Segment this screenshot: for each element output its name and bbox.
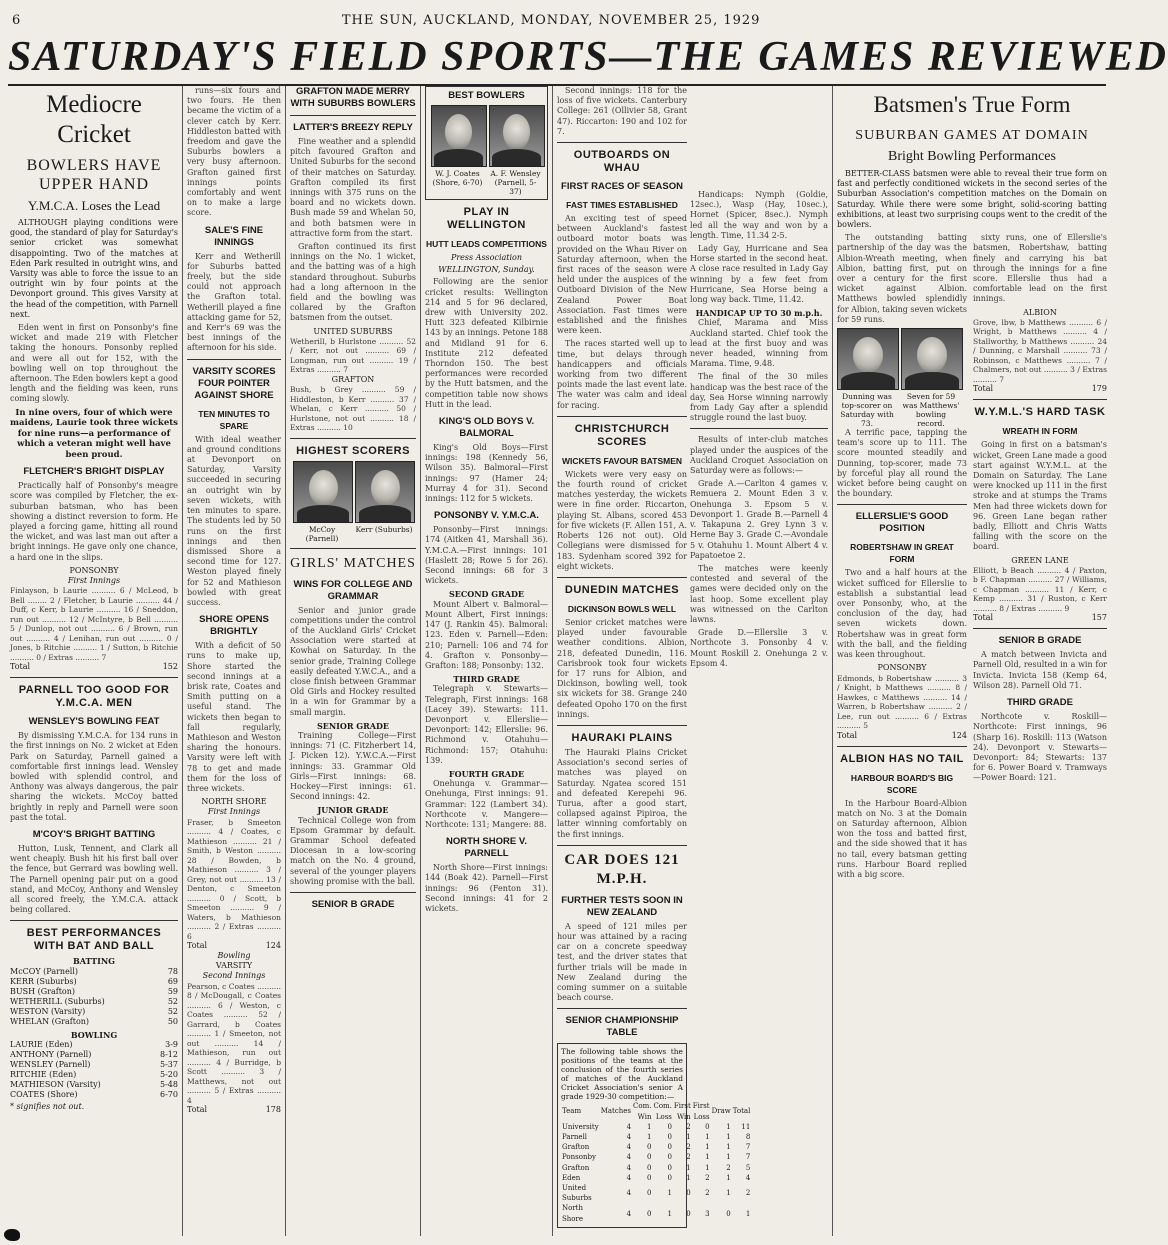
team-heading-ponsonby: PONSONBY — [877, 663, 927, 673]
batting-row: WHELAN (Grafton) 50 — [10, 1016, 178, 1026]
bowling-row: ANTHONY (Parnell) 8-12 — [10, 1049, 178, 1059]
column-6: Batsmen's True Form SUBURBAN GAMES AT DOMAIN Bright Bowling Performances BETTER-CLASS batsmen were able to reveal their true form on fast and perfectly conditioned wickets in the second series of the Suburban Association's competition matches on the Domain on Saturday. While there were some bright, solid-scoring batting exhibitions, at least two surprising coups went to the credit of the bowlers. The outstanding batting partnership of the day was the Albion-Wreath meeting, when Albion, batting first, put on over a century for the first wicket against Albion. Matthews bowled splendidly for Albion, taking seven wickets for 59 runs. Dunning was top-scorer on Saturday with 73. Seven for 59 was Matthews' bowling record. A terrific pace, tapping the team's score up to 111. The score mounted steadily and Dunning, top-scorer, made 73 by forceful play all round the wicket before being caught on the boundary. ELLERSLIE'S GOOD POSITION ROBERTSHAW IN GREAT FORM Two and a half hours at the wicket sufficed for Ellerslie to establish a substantial lead over Ponsonby, who, at the conclusion of the day, had seven wickets down. Robertshaw was in great form with the ball, and the fielding was keen throughout. PONSONBY Edmonds, b Robertshaw .......... 3 / Knight, b Matthews .......... 8 / Hawkes, c Matthews .......... 14 / Warren, b Robertshaw .......... 2 / Lee, run out .......... 6 / Extras .......... 5 Total 124 ALBION HAS NO TAIL HARBOUR BOARD'S BIG SCORE In the Harbour Board-Albion match on No. 3 at the Domain on Saturday afternoon, Albion won the toss and batted first, and the side showed that it has no tail, every batsman getting runs. Harbour Board replied with a big score. sixty runs, one of Ellerslie's batsmen, Robertshaw, batting finely and carrying his bat through the innings for a fine score. Ellerslie thus had a comfortable lead on the first innings. ALBION Grove, lbw, b Matthews .......... 6 / Wright, b Matthews .......... 4 / Stallworthy, b Matthews .......... 24 / Dunning, c Marshall .......... 73 / Robinson, c Matthews .......... 7 / Chalmers, not out .......... 3 / Extras .......... 7 Total 179 W.Y.M.L.'S HARD TASK WREATH IN FORM Going in first on a batsman's wicket, Green Lane made a good start against W.Y.M.L. at the Domain on Saturday. The Lane were knocked up 111 in the first stroke and at stumps the Trams Men had three wickets down for 96. Green Lane began rather badly, Elliott and Chris Watts falling with the score on the board. GREEN LANE Elliott, b Beach .......... 4 / Paxton, b F. Chapman .......... 27 / Williams, c Chapman .......... 11 / Kerr, c Kemp .......... 31 / Ruston, c Kerr .......... 8 / Extras .......... 9 Total 157 SENIOR B GRADE A match between Invicta and Parnell Old, resulted in a win for Invicta. Invicta 158 (Kemp 64, Wilson 28). Parnell Old 71. THIRD GRADE Northcote v. Roskill—Northcote: First innings, 96 (Sharp 16). Roskill: 113 (Watson 24). Devonport v. Stewarts—Devonport: 84; Stewarts: 137 for 6. Power Board v. Tramways—Power Board: 121. — [837, 92, 1107, 879]
heading-wreath: WREATH IN FORM — [1002, 426, 1078, 437]
column-divider — [285, 86, 286, 1236]
heading-fast-times: FAST TIMES ESTABLISHED — [566, 200, 678, 211]
team-heading-ponsonby: PONSONBY — [69, 565, 119, 575]
photo-row — [290, 461, 416, 543]
heading-best-bowlers: BEST BOWLERS — [448, 90, 525, 101]
page-number: 6 — [12, 12, 21, 28]
article-subsubtitle: Y.M.C.A. Loses the Lead — [27, 198, 161, 213]
team-heading-north-shore: NORTH SHORE — [201, 797, 267, 807]
best-performances-title: BEST PERFORMANCES WITH BAT AND BALL — [26, 927, 162, 953]
heading-sale: SALE'S FINE INNINGS — [204, 224, 264, 248]
table-header-cell: Total — [732, 1107, 751, 1116]
column-5b: Handicaps: Nymph (Goldie, 12sec.), Wasp (Hay, 10sec.), Hornet (Spicer, 8sec.). Nymph led all the way and won by a length. Time, 11.34 2-5. Lady Gay, Hurricane and Sea Horse started in the second heat. A close race resulted in Lady Gay winning by a few feet from Hurricane, Sea Horse being a long way back. Time, 11.42. HANDICAP UP TO 30 m.p.h. Chief, Marama and Miss Auckland started. Chief took the lead at the first buoy and was never headed, winning from Marama. Time, 9.48. The final of the 30 miles handicap was the best race of the day, Sea Horse winning narrowly from Lady Gay after a splendid struggle round the last buoy. Results of inter-club matches played under the auspices of the Auckland Croquet Association on Saturday were as follows:— Grade A.—Carlton 4 games v. Remuera 2. Mount Eden 3 v. Onehunga 3. Epsom 5 v. Devonport 1. Grade B.—Parnell 4 v. Takapuna 2. Grey Lynn 3 v. Herne Bay 3. Grade C.—Avondale 5 v. Otahuhu 1. Mount Albert 4 v. Papatoetoe 2. The matches were keenly contested and several of the games were decided only on the last hoop. Some excellent play was witnessed on the Carlton lawns. Grade D.—Ellerslie 3 v. Northcote 3. Ponsonby 4 v. Mount Roskill 2. Onehunga 2 v. Epsom 4. — [690, 190, 828, 668]
batting-label: BATTING — [72, 956, 116, 967]
italic-note: In nine overs, four of which were maidens, Laurie took three wickets for nine runs—a performance of which a veteran might well have been proud. — [10, 407, 178, 460]
grade-label: THIRD GRADE — [453, 674, 520, 685]
photo-kerr — [355, 461, 415, 523]
heading-ellerslie: ELLERSLIE'S GOOD POSITION — [855, 511, 949, 535]
table-cell: Grafton — [562, 1163, 590, 1172]
column-divider — [182, 86, 183, 1236]
caption-dunning: Dunning was top-scorer on Saturday with 73. — [840, 392, 894, 429]
table-cell: 0 — [705, 1122, 710, 1131]
table-header-cell: Com. Loss — [653, 1102, 672, 1121]
batting-row: WESTON (Varsity) 52 — [10, 1006, 178, 1016]
heading-senior-b: SENIOR B GRADE — [998, 635, 1082, 647]
table-cell: Parnell — [562, 1133, 588, 1141]
table-cell: 0 — [686, 1189, 691, 1198]
table-header-cell: Matches — [600, 1107, 632, 1116]
table-cell: 4 — [626, 1143, 632, 1152]
heading-ns-parnell: NORTH SHORE V. PARNELL — [446, 836, 527, 860]
total-row: Total 124 — [187, 941, 281, 951]
masthead — [12, 12, 1102, 28]
heading-ten-minutes: TEN MINUTES TO SPARE — [198, 408, 270, 431]
banner-headline: SATURDAY'S FIELD SPORTS—THE GAMES REVIEWED — [8, 34, 1168, 80]
bowling-label: Bowling — [217, 951, 251, 961]
photo-matthews — [901, 328, 963, 390]
heading-play-wellington: PLAY IN WELLINGTON — [447, 206, 526, 231]
table-cell: 1 — [726, 1122, 731, 1131]
article-subtitle: SUBURBAN GAMES AT DOMAIN — [855, 128, 1089, 143]
table-cell: University — [562, 1122, 599, 1131]
table-cell: 1 — [705, 1153, 710, 1162]
batting-row: BUSH (Grafton) 59 — [10, 986, 178, 996]
table-cell: 11 — [741, 1122, 751, 1131]
table-cell: 0 — [667, 1133, 672, 1141]
article-lead: BETTER-CLASS batsmen were able to reveal their true form on fast and perfectly conditioned wickets in the second series of the Suburban Association's competition matches on the Domain on Saturday. While there were some bright, solid-scoring batting exhibitions, at least two surprising coups went to the credit of the bowlers. — [837, 169, 1107, 230]
table-cell: 0 — [667, 1163, 672, 1172]
table-cell: 2 — [686, 1153, 691, 1162]
table-cell: 0 — [647, 1153, 652, 1162]
heading-further-tests: FURTHER TESTS SOON IN NEW ZEALAND — [561, 894, 683, 918]
heading-hauraki: HAURAKI PLAINS — [571, 731, 673, 744]
table-cell: 1 — [705, 1143, 710, 1152]
table-cell: 1 — [726, 1173, 731, 1182]
total-row: Total 157 — [973, 613, 1107, 623]
table-cell: North Shore — [562, 1204, 584, 1223]
total-row: Total 152 — [10, 662, 178, 672]
photo-wensley — [489, 105, 545, 167]
table-cell: 0 — [647, 1189, 652, 1198]
table-cell: 4 — [626, 1189, 632, 1198]
column-2: runs—six fours and two fours. He then became the victim of a clever catch by Kerr. Hiddleston batted with freedom and gave the Suburbs bowlers a very busy afternoon. Grafton gained first innings points comfortably and went on to make a large score. SALE'S FINE INNINGS Kerr and Wetherill for Suburbs batted freely, but the side could not approach the Grafton total. Wetherill played a fine attacking game for 52, and Kerr's 69 was the best innings of the afternoon for his side. VARSITY SCORES FOUR POINTER AGAINST SHORE TEN MINUTES TO SPARE With ideal weather and ground conditions at Devonport on Saturday, Varsity succeeded in securing an outright win by seven wickets, with ten minutes to spare. The students led by 50 runs on the first innings and then dismissed Shore a second time for 127. Weston played finely for 52 and Mathieson bowled with great success. SHORE OPENS BRIGHTLY With a deficit of 50 runs to make up, Shore started the second innings at a brisk rate, Coates and Smith putting on a useful stand. The wickets then began to fall regularly, Mathieson and Weston sharing the honours. Varsity were left with 78 to get and made them for the loss of three wickets. NORTH SHORE First Innings Fraser, b Smeeton .......... 4 / Coates, c Mathieson .......... 21 / Smith, b Weston .......... 28 / Bowden, b Mathieson .......... 3 / Grey, not out .......... 13 / Denton, c Smeeton .......... 0 / Scott, b Smeeton .......... 9 / Waters, b Mathieson .......... 2 / Extras .......... 6 Total 124 Bowling VARSITY Second Innings Pearson, c Coates .......... 8 / McDougall, c Coates .......... 6 / Weston, c Coates .......... 52 / Garrard, b Coates .......... 1 / Smeeton, not out .......... 14 / Mathieson, run out .......... 4 / Burridge, b Scott .......... 3 / Matthews, not out .......... 5 / Extras .......... 4 Total 178 — [187, 86, 282, 1115]
team-heading-united-suburbs: UNITED SUBURBS — [313, 326, 393, 336]
photo-dunning — [837, 328, 899, 390]
heading-albion-no-tail: ALBION HAS NO TAIL — [840, 752, 964, 765]
column-3: GRAFTON MADE MERRY WITH SUBURBS BOWLERS LATTER'S BREEZY REPLY Fine weather and a splendid pitch favoured Grafton and United Suburbs for the second of their matches on Saturday. Grafton compiled its first innings with 375 runs on the board and no wickets down. Bush made 59 and Whelan 50, and both batsmen were in attractive form from the start. Grafton continued its first innings on the No. 1 wicket, and the batting was of a high standard throughout. Suburbs had a long afternoon in the field and the bowling was collared by the Grafton batsmen from the outset. UNITED SUBURBS Wetherill, b Hurlstone .......... 52 / Kerr, not out .......... 69 / Longman, run out .......... 19 / Extras .......... 7 GRAFTON Bush, b Grey .......... 59 / Hiddleston, b Kerr .......... 37 / Whelan, c Kerr .......... 50 / Hurlstone, not out .......... 18 / Extras .......... 10 HIGHEST SCORERS McCoy (Parnell) Kerr (Suburbs) GIRLS' MATCHES WINS FOR COLLEGE AND GRAMMAR Senior and junior grade competitions under the control of the Auckland Girls' Cricket Association were started at Kowhai on Saturday. In the senior grade, Training College easily defeated Y.W.C.A., and a close finish between Grammar Old Girls and Hockey resulted in a win for Grammar by a small margin. SENIOR GRADE Training College—First innings: 71 (C. Fitzherbert 14, J. Picken 12). Y.W.C.A.—First innings: 33. Grammar Old Girls—First innings: 68. Hockey—First innings: 61. Second innings: 42. JUNIOR GRADE Technical College won from Epsom Grammar by default. Grammar School defeated Diocesan in a low-scoring match on the No. 4 ground, several of the younger players showing promise with the ball. SENIOR B GRADE — [290, 86, 416, 911]
table-cell: 4 — [745, 1173, 751, 1182]
batting-row: WETHERILL (Suburbs) 52 — [10, 996, 178, 1006]
table-cell: 1 — [667, 1209, 672, 1218]
table-cell: 2 — [726, 1163, 731, 1172]
table-header-cell: First Loss — [692, 1102, 710, 1121]
table-cell: 2 — [705, 1189, 710, 1198]
column-4: BEST BOWLERS W. J. Coates (Shore, 6-70) A. F. Wensley (Parnell, 5-37) PLAY IN WELLINGTON HUTT LEADS COMPETITIONS Press Association WELLINGTON, Sunday. Following are the senior cricket results: Wellington 214 and 5 for 96 declared, drew with University 202. Hutt 323 defeated Kilbirnie 143 by an innings. Petone 188 and Midland 91 for 6. Institute 212 defeated Thorndon 150. The best performances were recorded by the Hutt batsmen, and the competition table now shows Hutt in the lead. KING'S OLD BOYS V. BALMORAL King's Old Boys—First innings: 198 (Kennedy 56, Wilson 35). Balmoral—First innings: 97 (Hamer 24; Murray 4 for 31). Second innings: 112 for 5 wickets. PONSONBY V. Y.M.C.A. Ponsonby—First innings: 174 (Aitken 41, Marshall 36). Y.M.C.A.—First innings: 101 (Haslett 28; Rowe 5 for 26). Second innings: 68 for 3 wickets. SECOND GRADE Mount Albert v. Balmoral—Mount Albert, First innings: 147 (J. Rankin 45). Balmoral: 123. Eden v. Parnell—Eden: 210; Parnell: 106 and 74 for 4. Grafton v. Ponsonby—Grafton: 188; Ponsonby: 132. THIRD GRADE Telegraph v. Stewarts—Telegraph, First innings: 168 (Lacey 39). Stewarts: 111. Devonport v. Ellerslie—Devonport: 142; Ellerslie: 96. Richmond v. Otahuhu—Richmond: 157; Otahuhu: 139. FOURTH GRADE Onehunga v. Grammar—Onehunga, First innings: 91. Grammar: 122 (Lambert 34). Northcote v. Mangere—Northcote: 131; Mangere: 88. NORTH SHORE V. PARNELL North Shore—First innings: 144 (Boak 42). Parnell—First innings: 96 (Fenton 31). Second innings: 41 for 2 wickets. — [425, 86, 548, 1236]
table-cell: Eden — [562, 1173, 581, 1182]
table-cell: 8 — [745, 1133, 751, 1141]
table-cell: 2 — [705, 1173, 710, 1182]
caption-coates: W. J. Coates (Shore, 6-70) — [432, 169, 483, 187]
table-cell: 0 — [647, 1173, 652, 1182]
table-cell: 1 — [726, 1133, 731, 1141]
table-cell: 4 — [626, 1173, 632, 1182]
column-divider — [552, 86, 553, 1236]
table-header-cell: Team — [562, 1107, 582, 1116]
bowling-list — [10, 1040, 178, 1100]
heading-shore-opens: SHORE OPENS BRIGHTLY — [199, 614, 269, 638]
caption-matthews: Seven for 59 was Matthews' bowling record. — [902, 392, 960, 429]
table-header-cell: First Win — [673, 1102, 691, 1121]
heading-grafton-merry: GRAFTON MADE MERRY WITH SUBURBS BOWLERS — [290, 86, 416, 109]
table-cell: 1 — [686, 1163, 691, 1172]
innings-label: First Innings — [67, 575, 121, 585]
heading-dickinson: DICKINSON BOWLS WELL — [567, 603, 677, 614]
heading-dunedin: DUNEDIN MATCHES — [564, 583, 680, 596]
column-divider — [832, 86, 833, 1236]
table-cell: 0 — [686, 1209, 691, 1218]
caption-mccoy: McCoy (Parnell) — [305, 524, 339, 543]
press-credit: Press Association — [450, 253, 523, 262]
heading-harbour-board: HARBOUR BOARD'S BIG SCORE — [850, 772, 954, 795]
bowling-row: LAURIE (Eden) 3-9 — [10, 1039, 178, 1049]
table-cell: 1 — [726, 1189, 731, 1198]
table-cell: 0 — [667, 1143, 672, 1152]
table-cell: Grafton — [562, 1143, 590, 1152]
footnote: * signifies not out. — [10, 1101, 85, 1111]
heading-wensley: WENSLEY'S BOWLING FEAT — [28, 716, 160, 728]
bowling-label: BOWLING — [70, 1029, 118, 1040]
table-cell: 2 — [745, 1189, 751, 1198]
table-cell: 0 — [647, 1143, 652, 1152]
heading-mccoy: M'COY'S BRIGHT BATTING — [32, 829, 156, 841]
table-cell: 0 — [647, 1163, 652, 1172]
grade-label: SENIOR GRADE — [316, 720, 390, 731]
heading-latter: LATTER'S BREEZY REPLY — [293, 122, 413, 133]
column-5: Second innings: 118 for the loss of five wickets. Canterbury College: 261 (Ollivier 58, Grant 47). Riccarton: 190 and 102 for 7. OUTBOARDS ON WHAU FIRST RACES OF SEASON FAST TIMES ESTABLISHED An exciting test of speed between Auckland's fastest outboard motor boats was provided on the Whau River on Saturday afternoon, when the first races of the season were held under the auspices of the Outboard Division of the New Zealand Power Boat Association. Fast times were established and the finishes were keen. The races started well up to time, but delays through handicappers and officials working from two different points made the last event late. The water was calm and ideal for racing. CHRISTCHURCH SCORES WICKETS FAVOUR BATSMEN Wickets were very easy on the fourth round of cricket matches yesterday, the wickets were in fine order. Riccarton, playing St. Albans, scored 453 for five wickets (F. Allen 151, A. Roberts 126 not out). Old Collegians were dismissed for 183. Sydenham scored 392 for eight wickets. DUNEDIN MATCHES DICKINSON BOWLS WELL Senior cricket matches were played under favourable weather conditions. Albion, 218, defeated Dunedin, 116. Carisbrook took four wickets for 17 runs for Albion, and Dickinson, bowling well, took six wickets for 38. Grange 240 defeated Opoho 170 on the first innings. HAURAKI PLAINS The Hauraki Plains Cricket Association's second series of matches was played on Saturday. Ngatea scored 151 and defeated Kerepehi 96. Turua, after a good start, collapsed against Pipiroa, the latter winning comfortably on the first innings. CAR DOES 121 M.P.H. FURTHER TESTS SOON IN NEW ZEALAND A speed of 121 miles per hour was attained by a racing car on a concrete speedway test, and the driver states that further trials will be made in New Zealand during the coming summer on a suitable beach course. SENIOR CHAMPIONSHIP TABLE The following table shows the positions of the teams at the conclusion of the fourth series of matches of the Auckland Cricket Association's senior A grade 1929-30 competition:— Team Matches Com. Win Com. Loss First Win First Loss Draw Total University 4 1 0 2 0 1 11 Parnell 4 1 0 1 1 1 8 Grafton 4 0 0 2 1 1 7 Ponsonby 4 0 0 2 1 1 7 Grafton 4 0 0 1 1 2 5 Eden 4 0 0 1 2 1 4 United Suburbs 4 0 1 0 2 1 2 North Shore 4 0 1 0 3 0 1 — [557, 86, 687, 1236]
caption-wensley: A. F. Wensley (Parnell, 5-37) — [490, 169, 541, 196]
heading-robertshaw: ROBERTSHAW IN GREAT FORM — [850, 542, 954, 565]
heading-christchurch: CHRISTCHURCH SCORES — [574, 422, 670, 448]
photo-row — [837, 328, 967, 428]
table-cell: 0 — [667, 1122, 672, 1131]
table-cell: 4 — [626, 1122, 632, 1131]
dateline: WELLINGTON, Sunday. — [438, 265, 535, 275]
article-title-mediocre-cricket: Mediocre Cricket — [46, 91, 142, 148]
table-cell: 4 — [626, 1133, 632, 1141]
table-cell: 0 — [667, 1173, 672, 1182]
table-cell: 1 — [686, 1173, 691, 1182]
grade-label: SECOND GRADE — [449, 589, 524, 600]
table-cell: 1 — [686, 1133, 691, 1141]
photo-coates — [431, 105, 487, 167]
table-cell: Ponsonby — [562, 1153, 596, 1162]
team-heading-albion: ALBION — [1023, 307, 1057, 317]
total-row: Total 179 — [973, 384, 1107, 394]
photo-mccoy — [293, 461, 353, 523]
heading-hutt-leads: HUTT LEADS COMPETITIONS — [426, 239, 547, 249]
article-subtitle: BOWLERS HAVE UPPER HAND — [26, 157, 162, 193]
ink-blot — [4, 1229, 20, 1241]
heading-senior-championship: SENIOR CHAMPIONSHIP TABLE — [565, 1015, 679, 1039]
caption-kerr: Kerr (Suburbs) — [355, 524, 413, 534]
heading-kings-balmoral: KING'S OLD BOYS V. BALMORAL — [438, 416, 535, 440]
heading-parnell: PARNELL TOO GOOD FOR Y.M.C.A. MEN — [18, 684, 170, 710]
innings-label: Second Innings — [202, 971, 266, 981]
heading-fletcher: FLETCHER'S BRIGHT DISPLAY — [23, 466, 165, 478]
heading-senior-b: SENIOR B GRADE — [311, 899, 395, 911]
total-row: Total 178 — [187, 1105, 281, 1115]
team-heading-green-lane: GREEN LANE — [1011, 555, 1069, 565]
table-header-cell: Draw — [711, 1107, 731, 1116]
innings-label: First Innings — [207, 807, 261, 817]
grade-label: FOURTH GRADE — [448, 768, 525, 779]
table-cell: 2 — [686, 1122, 691, 1131]
total-row: Total 124 — [837, 730, 967, 740]
table-header-cell: Com. Win — [633, 1102, 652, 1121]
table-cell: 1 — [647, 1122, 652, 1131]
event-label: HANDICAP UP TO 30 m.p.h. — [695, 308, 823, 319]
bowling-row: WENSLEY (Parnell) 5-37 — [10, 1059, 178, 1069]
bowling-row: RITCHIE (Eden) 5-20 — [10, 1069, 178, 1079]
batting-row: KERR (Suburbs) 69 — [10, 976, 178, 986]
table-cell: 0 — [726, 1209, 731, 1218]
bowling-row: COATES (Shore) 6-70 — [10, 1089, 178, 1099]
bowling-row: MATHIESON (Varsity) 5-48 — [10, 1079, 178, 1089]
heading-highest-scorers: HIGHEST SCORERS — [296, 444, 410, 457]
table-cell: 5 — [745, 1163, 751, 1172]
heading-girls-matches: GIRLS' MATCHES — [290, 555, 416, 571]
table-cell: 1 — [745, 1209, 751, 1218]
grade-label: JUNIOR GRADE — [317, 805, 389, 816]
table-cell: 1 — [726, 1153, 731, 1162]
heading-varsity-four-pointer: VARSITY SCORES FOUR POINTER AGAINST SHORE — [192, 365, 276, 401]
table-cell: 1 — [705, 1133, 710, 1141]
table-cell: 1 — [705, 1163, 710, 1172]
table-intro: The following table shows the positions of the teams at the conclusion of the fourth series of matches of the Auckland Cricket Association's senior A grade 1929-30 competition:— — [561, 1047, 683, 1102]
table-cell: 2 — [686, 1143, 691, 1152]
table-cell: United Suburbs — [562, 1184, 592, 1203]
heading-third-grade: THIRD GRADE — [1007, 697, 1073, 709]
article-title-batsmen: Batsmen's True Form — [873, 92, 1071, 117]
article-lead: ALTHOUGH playing conditions were good, the standard of play for Saturday's senior cricket was somewhat disappointing. Two of the matches at Eden Park resulted in outright wins, and Varsity was able to force the issue to an outright win by four points at the Devonport ground. This gives Varsity at the head of the competition, with Parnell next. — [10, 218, 178, 319]
heading-wyml: W.Y.M.L.'S HARD TASK — [974, 406, 1106, 419]
team-heading-varsity: VARSITY — [215, 961, 253, 971]
heading-wins-college: WINS FOR COLLEGE AND GRAMMAR — [293, 578, 413, 602]
column-1: Mediocre Cricket BOWLERS HAVE UPPER HAND Y.M.C.A. Loses the Lead ALTHOUGH playing conditions were good, the standard of play for Saturday's senior cricket was somewhat disappointing. Two of the matches at Eden Park resulted in outright wins, and Varsity was able to force the issue to an outright win by four points at the Devonport ground. This gives Varsity at the head of the competition, with Parnell next. Eden went in first on Ponsonby's fine wicket and made 219 with Fletcher taking the honours. Ponsonby replied and were all out for 152, with the bowling well on top throughout the afternoon. The Eden bowlers kept a good length and the fielding was keen, runs coming slowly. In nine overs, four of which were maidens, Laurie took three wickets for nine runs—a performance of which a veteran might well have been proud. FLETCHER'S BRIGHT DISPLAY Practically half of Ponsonby's meagre score was compiled by Fletcher, the ex-suburban batsman, who has been showing a distinct reversion to form. He played a forcing game, hitting all round the wicket, and was last man out after a bright innings. He gave only one chance, a hard one in the slips. PONSONBY First Innings Finlayson, b Laurie .......... 6 / McLeod, b Bell ........ 2 / Fletcher, b Laurie .......... 44 / Duff, c Kerr, b Laurie .......... 16 / Sneddon, run out .......... 12 / McIntyre, b Bell .......... 5 / Dunlop, not out .......... 6 / Brown, run out .......... 4 / Lenihan, run out .......... 0 / Jones, b Ritchie .......... 1 / Sutton, b Ritchie .......... 0 / Extras .......... 7 Total 152 PARNELL TOO GOOD FOR Y.M.C.A. MEN WENSLEY'S BOWLING FEAT By dismissing Y.M.C.A. for 134 runs in the first innings on No. 2 wicket at Eden Park on Saturday, Parnell gained a comfortable first innings lead. Wensley bowled with splendid control, and Anthony was always dangerous, the pair sharing the wickets. McCoy batted brightly in reply and Parnell were soon past the total. M'COY'S BRIGHT BATTING Hutton, Lusk, Tennent, and Clark all went cheaply. Bush hit his first ball over the fence, but Gerrard was bowling well. The Parnell opening pair put on a good stand, and McCoy, Anthony and Wensley all scored freely, the Y.M.C.A. attack being collared. BEST PERFORMANCES WITH BAT AND BALL BATTING McCOY (Parnell) 78 KERR (Suburbs) 69 BUSH (Grafton) 59 WETHERILL (Suburbs) 52 WESTON (Varsity) 52 WHELAN (Grafton) 50 BOWLING LAURIE (Eden) 3-9 ANTHONY (Parnell) 8-12 WENSLEY (Parnell) 5-37 RITCHIE (Eden) 5-20 MATHIESON (Varsity) 5-48 COATES (Shore) 6-70 * signifies not out. — [10, 91, 178, 1111]
batting-list — [10, 967, 178, 1027]
table-cell: 0 — [647, 1209, 652, 1218]
table-cell: 7 — [745, 1143, 751, 1152]
table-cell: 4 — [626, 1153, 632, 1162]
batting-row: McCOY (Parnell) 78 — [10, 966, 178, 976]
table-cell: 1 — [667, 1189, 672, 1198]
masthead-title: THE SUN, AUCKLAND, MONDAY, NOVEMBER 25, 1929 — [341, 12, 761, 28]
table-cell: 7 — [745, 1153, 751, 1162]
column-divider — [420, 86, 421, 1236]
team-heading-grafton: GRAFTON — [331, 374, 375, 384]
heading-ponsonby-ymca: PONSONBY V. Y.M.C.A. — [434, 510, 539, 522]
heading-first-races: FIRST RACES OF SEASON — [561, 181, 683, 193]
table-cell: 1 — [726, 1143, 731, 1152]
table-cell: 0 — [667, 1153, 672, 1162]
photo-row — [429, 105, 544, 196]
heading-car-121: CAR DOES 121 M.P.H. — [564, 851, 680, 887]
table-cell: 4 — [626, 1209, 632, 1218]
article-subsubtitle: Bright Bowling Performances — [888, 149, 1056, 164]
heading-outboards-whau: OUTBOARDS ON WHAU — [573, 149, 671, 175]
heading-wickets-favour: WICKETS FAVOUR BATSMEN — [561, 455, 683, 466]
table-cell: 4 — [626, 1163, 632, 1172]
table-cell: 1 — [647, 1133, 652, 1141]
table-cell: 3 — [705, 1209, 710, 1218]
